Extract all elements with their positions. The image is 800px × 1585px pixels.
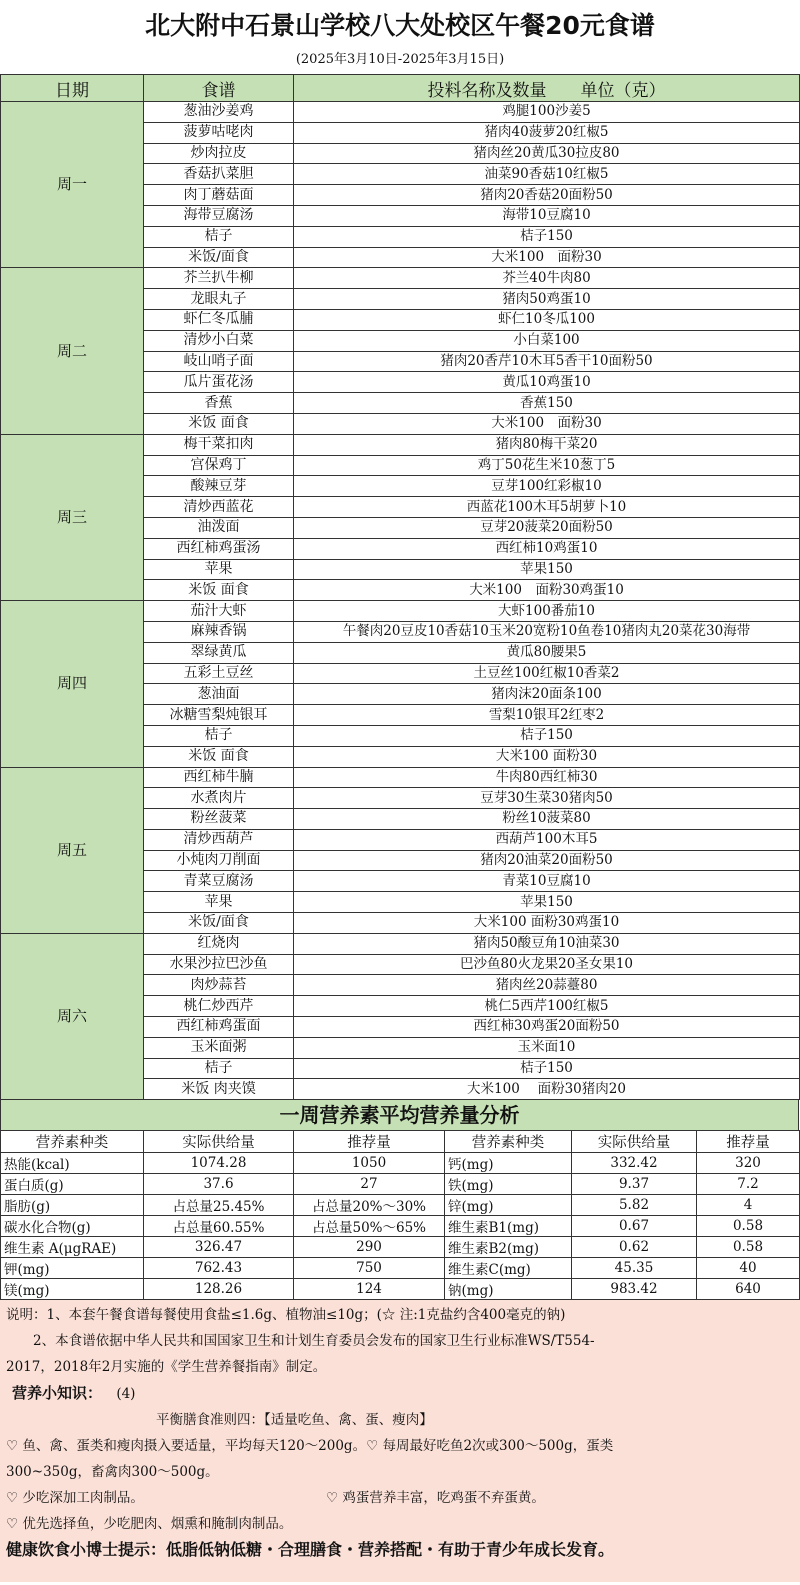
dish-cell: 西红柿鸡蛋汤 bbox=[144, 538, 294, 559]
ingredients-cell: 豆芽30生菜30猪肉50 bbox=[294, 788, 800, 809]
menu-row bbox=[1, 767, 800, 788]
recommended-value: 7.2 bbox=[697, 1174, 800, 1195]
dish-cell: 清炒西葫芦 bbox=[144, 829, 294, 850]
day-cell: 周六 bbox=[1, 933, 144, 1099]
dish-cell: 桃仁炒西芹 bbox=[144, 996, 294, 1017]
recommended-value: 27 bbox=[294, 1174, 445, 1195]
ingredients-cell: 巴沙鱼80火龙果20圣女果10 bbox=[294, 954, 800, 975]
ingredients-cell: 西葫芦100木耳5 bbox=[294, 829, 800, 850]
recommended-header: 推荐量 bbox=[294, 1131, 445, 1153]
recommended-value: 4 bbox=[697, 1195, 800, 1216]
ingredients-cell: 猪肉丝20黄瓜30拉皮80 bbox=[294, 143, 800, 164]
dish-cell: 粉丝菠菜 bbox=[144, 809, 294, 830]
ingredients-cell: 苹果150 bbox=[294, 892, 800, 913]
nutrient-header: 营养素种类 bbox=[1, 1131, 144, 1153]
dish-cell: 米饭/面食 bbox=[144, 247, 294, 268]
ingredients-cell: 桔子150 bbox=[294, 226, 800, 247]
dish-cell: 小炖肉刀削面 bbox=[144, 850, 294, 871]
nutrient-name: 热能(kcal) bbox=[1, 1153, 144, 1174]
knowledge-number: (4) bbox=[116, 1386, 136, 1403]
dish-cell: 米饭 面食 bbox=[144, 580, 294, 601]
ingredients-cell: 芥兰40牛肉80 bbox=[294, 268, 800, 289]
actual-value: 0.62 bbox=[572, 1237, 697, 1258]
actual-value: 983.42 bbox=[572, 1279, 697, 1300]
ingredients-cell: 猪肉丝20蒜薹80 bbox=[294, 975, 800, 996]
dish-cell: 桔子 bbox=[144, 226, 294, 247]
ingredients-cell: 大米100 面粉30 bbox=[294, 746, 800, 767]
tip-item: ♡ 鸡蛋营养丰富，吃鸡蛋不弃蛋黄。 bbox=[326, 1490, 545, 1507]
nutrient-name: 镁(mg) bbox=[1, 1279, 144, 1300]
ingredients-cell: 大米100 面粉30猪肉20 bbox=[294, 1079, 800, 1100]
day-cell: 周二 bbox=[1, 268, 144, 434]
dish-cell: 麻辣香锅 bbox=[144, 621, 294, 642]
dish-cell: 水煮肉片 bbox=[144, 788, 294, 809]
nutrient-name: 碳水化合物(g) bbox=[1, 1216, 144, 1237]
knowledge-heading bbox=[6, 1380, 794, 1407]
column-header-ingredients: 投料名称及数量 单位（克） bbox=[294, 75, 800, 102]
note-line: 说明：1、本套午餐食谱每餐使用食盐≤1.6g、植物油≤10g；(☆ 注:1克盐约含400毫克的钠) bbox=[6, 1307, 566, 1324]
note-line: 2、本食谱依据中华人民共和国国家卫生和计划生育委员会发布的国家卫生行业标准WS/T554- bbox=[6, 1333, 595, 1350]
dish-cell: 水果沙拉巴沙鱼 bbox=[144, 954, 294, 975]
ingredients-cell: 大米100 面粉30 bbox=[294, 413, 800, 434]
ingredients-cell: 大米100 面粉30 bbox=[294, 247, 800, 268]
dish-cell: 香菇扒菜胆 bbox=[144, 164, 294, 185]
dish-cell: 米饭/面食 bbox=[144, 913, 294, 934]
dish-cell: 酸辣豆芽 bbox=[144, 476, 294, 497]
dish-cell: 翠绿黄瓜 bbox=[144, 642, 294, 663]
ingredients-cell: 雪梨10银耳2红枣2 bbox=[294, 705, 800, 726]
ingredients-cell: 猪肉20香菇20面粉50 bbox=[294, 185, 800, 206]
nutrient-name: 钙(mg) bbox=[445, 1153, 572, 1174]
tip-row bbox=[6, 1485, 794, 1511]
nutrient-name: 维生素C(mg) bbox=[445, 1258, 572, 1279]
dish-cell: 清炒小白菜 bbox=[144, 330, 294, 351]
nutrition-row bbox=[1, 1216, 800, 1237]
dish-cell: 岐山哨子面 bbox=[144, 351, 294, 372]
ingredients-cell: 西蓝花100木耳5胡萝卜10 bbox=[294, 497, 800, 518]
actual-value: 762.43 bbox=[144, 1258, 294, 1279]
dish-cell: 海带豆腐汤 bbox=[144, 205, 294, 226]
recommended-value: 占总量20%～30% bbox=[294, 1195, 445, 1216]
ingredients-cell: 猪肉20油菜20面粉50 bbox=[294, 850, 800, 871]
ingredients-cell: 桔子150 bbox=[294, 1058, 800, 1079]
dish-cell: 宫保鸡丁 bbox=[144, 455, 294, 476]
menu-table bbox=[0, 74, 800, 1100]
ingredients-cell: 大米100 面粉30鸡蛋10 bbox=[294, 580, 800, 601]
actual-value: 占总量25.45% bbox=[144, 1195, 294, 1216]
recommended-value: 40 bbox=[697, 1258, 800, 1279]
nutrition-row bbox=[1, 1195, 800, 1216]
dish-cell: 瓜片蛋花汤 bbox=[144, 372, 294, 393]
nutrient-header: 营养素种类 bbox=[445, 1131, 572, 1153]
menu-row bbox=[1, 268, 800, 289]
nutrient-name: 钾(mg) bbox=[1, 1258, 144, 1279]
page-title: 北大附中石景山学校八大处校区午餐20元食谱 bbox=[145, 11, 655, 40]
ingredients-cell: 玉米面10 bbox=[294, 1037, 800, 1058]
nutrition-row bbox=[1, 1279, 800, 1300]
dish-cell: 炒肉拉皮 bbox=[144, 143, 294, 164]
principle-line: 平衡膳食准则四：【适量吃鱼、禽、蛋、瘦肉】 bbox=[156, 1412, 433, 1429]
ingredients-cell: 黄瓜10鸡蛋10 bbox=[294, 372, 800, 393]
ingredients-cell: 猪肉20香芹10木耳5香干10面粉50 bbox=[294, 351, 800, 372]
recommended-value: 1050 bbox=[294, 1153, 445, 1174]
tip-line: 300~350g，畜禽肉300～500g。 bbox=[6, 1464, 219, 1481]
nutrient-name: 铁(mg) bbox=[445, 1174, 572, 1195]
dish-cell: 肉丁蘑菇面 bbox=[144, 185, 294, 206]
ingredients-cell: 土豆丝100红椒10香菜2 bbox=[294, 663, 800, 684]
ingredients-cell: 鸡丁50花生米10葱丁5 bbox=[294, 455, 800, 476]
dish-cell: 清炒西蓝花 bbox=[144, 497, 294, 518]
ingredients-cell: 午餐肉20豆皮10香菇10玉米20宽粉10鱼卷10猪肉丸20菜花30海带 bbox=[294, 621, 800, 642]
ingredients-cell: 桃仁5西芹100红椒5 bbox=[294, 996, 800, 1017]
recommended-value: 占总量50%～65% bbox=[294, 1216, 445, 1237]
recommended-value: 290 bbox=[294, 1237, 445, 1258]
dish-cell: 肉炒蒜苔 bbox=[144, 975, 294, 996]
actual-value: 占总量60.55% bbox=[144, 1216, 294, 1237]
ingredients-cell: 鸡腿100沙姜5 bbox=[294, 102, 800, 123]
dish-cell: 苹果 bbox=[144, 892, 294, 913]
actual-value: 326.47 bbox=[144, 1237, 294, 1258]
actual-value: 1074.28 bbox=[144, 1153, 294, 1174]
ingredients-cell: 油菜90香菇10红椒5 bbox=[294, 164, 800, 185]
dish-cell: 米饭 面食 bbox=[144, 746, 294, 767]
dish-cell: 葱油沙姜鸡 bbox=[144, 102, 294, 123]
dish-cell: 西红柿鸡蛋面 bbox=[144, 1017, 294, 1038]
day-cell: 周五 bbox=[1, 767, 144, 933]
menu-row bbox=[1, 434, 800, 455]
ingredients-cell: 西红柿30鸡蛋20面粉50 bbox=[294, 1017, 800, 1038]
column-header-dish: 食谱 bbox=[144, 75, 294, 102]
ingredients-cell: 桔子150 bbox=[294, 725, 800, 746]
note-line: 2017，2018年2月实施的《学生营养餐指南》制定。 bbox=[6, 1359, 327, 1376]
tip-line: ♡ 鱼、禽、蛋类和瘦肉摄入要适量，平均每天120～200g。♡ 每周最好吃鱼2次或300～500g，蛋类 bbox=[6, 1438, 614, 1455]
notes-section bbox=[0, 1300, 800, 1582]
nutrient-name: 维生素B2(mg) bbox=[445, 1237, 572, 1258]
ingredients-cell: 大米100 面粉30鸡蛋10 bbox=[294, 913, 800, 934]
ingredients-cell: 豆芽20菠菜20面粉50 bbox=[294, 517, 800, 538]
ingredients-cell: 猪肉50鸡蛋10 bbox=[294, 289, 800, 310]
actual-value: 332.42 bbox=[572, 1153, 697, 1174]
dish-cell: 米饭 肉夹馍 bbox=[144, 1079, 294, 1100]
nutrient-name: 脂肪(g) bbox=[1, 1195, 144, 1216]
knowledge-label: 营养小知识： bbox=[12, 1384, 103, 1403]
nutrition-row bbox=[1, 1174, 800, 1195]
menu-body bbox=[1, 102, 800, 1100]
date-range: (2025年3月10日-2025年3月15日) bbox=[295, 52, 505, 67]
recommended-value: 0.58 bbox=[697, 1216, 800, 1237]
actual-value: 45.35 bbox=[572, 1258, 697, 1279]
nutrition-body bbox=[1, 1153, 800, 1300]
menu-row bbox=[1, 933, 800, 954]
nutrient-name: 蛋白质(g) bbox=[1, 1174, 144, 1195]
day-cell: 周四 bbox=[1, 601, 144, 767]
recommended-value: 750 bbox=[294, 1258, 445, 1279]
dish-cell: 红烧肉 bbox=[144, 933, 294, 954]
ingredients-cell: 猪肉沫20面条100 bbox=[294, 684, 800, 705]
ingredients-cell: 黄瓜80腰果5 bbox=[294, 642, 800, 663]
menu-row bbox=[1, 601, 800, 622]
dish-cell: 芥兰扒牛柳 bbox=[144, 268, 294, 289]
dish-cell: 桔子 bbox=[144, 1058, 294, 1079]
ingredients-cell: 虾仁10冬瓜100 bbox=[294, 309, 800, 330]
dish-cell: 苹果 bbox=[144, 559, 294, 580]
actual-header: 实际供给量 bbox=[144, 1131, 294, 1153]
menu-row bbox=[1, 102, 800, 123]
dish-cell: 葱油面 bbox=[144, 684, 294, 705]
actual-value: 37.6 bbox=[144, 1174, 294, 1195]
ingredients-cell: 粉丝10菠菜80 bbox=[294, 809, 800, 830]
ingredients-cell: 苹果150 bbox=[294, 559, 800, 580]
ingredients-cell: 小白菜100 bbox=[294, 330, 800, 351]
dish-cell: 五彩土豆丝 bbox=[144, 663, 294, 684]
ingredients-cell: 海带10豆腐10 bbox=[294, 205, 800, 226]
nutrition-table bbox=[0, 1130, 800, 1300]
recommended-value: 640 bbox=[697, 1279, 800, 1300]
ingredients-cell: 猪肉50酸豆角10油菜30 bbox=[294, 933, 800, 954]
nutrition-row bbox=[1, 1153, 800, 1174]
nutrient-name: 钠(mg) bbox=[445, 1279, 572, 1300]
dish-cell: 菠萝咕咾肉 bbox=[144, 122, 294, 143]
dish-cell: 油泼面 bbox=[144, 517, 294, 538]
analysis-title: 一周营养素平均营养量分析 bbox=[0, 1100, 799, 1130]
recommended-value: 320 bbox=[697, 1153, 800, 1174]
ingredients-cell: 牛肉80西红柿30 bbox=[294, 767, 800, 788]
ingredients-cell: 猪肉80梅干菜20 bbox=[294, 434, 800, 455]
dish-cell: 茄汁大虾 bbox=[144, 601, 294, 622]
actual-value: 128.26 bbox=[144, 1279, 294, 1300]
nutrient-name: 锌(mg) bbox=[445, 1195, 572, 1216]
dish-cell: 玉米面粥 bbox=[144, 1037, 294, 1058]
tip-item: ♡ 少吃深加工肉制品。 bbox=[6, 1490, 144, 1507]
day-cell: 周三 bbox=[1, 434, 144, 600]
column-header-date: 日期 bbox=[1, 75, 144, 102]
ingredients-cell: 大虾100番茄10 bbox=[294, 601, 800, 622]
dish-cell: 虾仁冬瓜脯 bbox=[144, 309, 294, 330]
dish-cell: 青菜豆腐汤 bbox=[144, 871, 294, 892]
nutrient-name: 维生素 A(μgRAE) bbox=[1, 1237, 144, 1258]
nutrient-name: 维生素B1(mg) bbox=[445, 1216, 572, 1237]
ingredients-cell: 西红柿10鸡蛋10 bbox=[294, 538, 800, 559]
ingredients-cell: 猪肉40菠萝20红椒5 bbox=[294, 122, 800, 143]
recommended-value: 124 bbox=[294, 1279, 445, 1300]
actual-header: 实际供给量 bbox=[572, 1131, 697, 1153]
day-cell: 周一 bbox=[1, 102, 144, 268]
dish-cell: 桔子 bbox=[144, 725, 294, 746]
ingredients-cell: 青菜10豆腐10 bbox=[294, 871, 800, 892]
nutrition-row bbox=[1, 1258, 800, 1279]
recommended-value: 0.58 bbox=[697, 1237, 800, 1258]
dish-cell: 梅干菜扣肉 bbox=[144, 434, 294, 455]
ingredients-cell: 豆芽100红彩椒10 bbox=[294, 476, 800, 497]
actual-value: 5.82 bbox=[572, 1195, 697, 1216]
dish-cell: 米饭 面食 bbox=[144, 413, 294, 434]
nutrition-row bbox=[1, 1237, 800, 1258]
health-tip-footer: 健康饮食小博士提示：低脂低钠低糖・合理膳食・营养搭配・有助于青少年成长发育。 bbox=[6, 1540, 615, 1560]
dish-cell: 龙眼丸子 bbox=[144, 289, 294, 310]
ingredients-cell: 香蕉150 bbox=[294, 393, 800, 414]
dish-cell: 冰糖雪梨炖银耳 bbox=[144, 705, 294, 726]
tip-line: ♡ 优先选择鱼，少吃肥肉、烟熏和腌制肉制品。 bbox=[6, 1516, 293, 1533]
actual-value: 0.67 bbox=[572, 1216, 697, 1237]
recommended-header: 推荐量 bbox=[697, 1131, 800, 1153]
actual-value: 9.37 bbox=[572, 1174, 697, 1195]
dish-cell: 香蕉 bbox=[144, 393, 294, 414]
dish-cell: 西红柿牛腩 bbox=[144, 767, 294, 788]
